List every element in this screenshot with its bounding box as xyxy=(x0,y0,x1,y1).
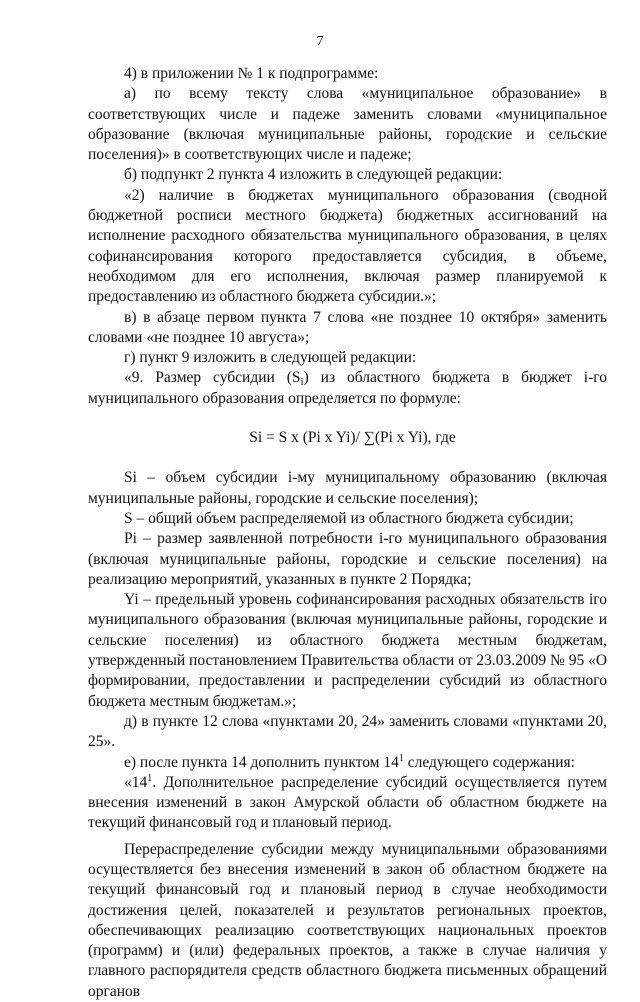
paragraph-subitem-a: а) по всему тексту слова «муниципальное образование» в соответствующих числе и падеже заменить словами «муниципальное образование (включая муниципальные районы, городские и сельские поселения)» в соответствующих числе и падеже; xyxy=(88,85,607,164)
paragraph-subitem-d: д) в пункте 12 слова «пунктами 20, 24» заменить словами «пунктами 20, 25». xyxy=(88,712,607,751)
paragraph-quote-9-part2: ) из областного бюджета в бюджет i-го муниципального образования определяется по формуле: xyxy=(88,369,608,407)
definition-yi: Yi – предельный уровень софинансирования расходных обязательств iго муниципального образования (включая муниципальные районы, городские и сельские поселения) из областного бюджета местным бюджетам, утвержденный постановлением Правительства области от 23.03.2009 № 95 «О формировании, предоставлении и распределении субсидий из областного бюджета местным бюджетам.»; xyxy=(88,591,608,710)
superscript-1: 1 xyxy=(398,752,404,764)
paragraph-subitem-e-part1: е) после пункта 14 дополнить пунктом 14 xyxy=(124,753,399,771)
definition-s: S – общий объем распределяемой из областного бюджета субсидии; xyxy=(124,509,574,527)
paragraph-quote-14-1-part2: . Дополнительное распределение субсидий осуществляется путем внесения изменений в закон Амурской области об областном бюджете на текущий финансовый год и плановый период. xyxy=(88,773,607,832)
paragraph-quote-14-1 xyxy=(88,773,607,834)
paragraph-quote-14-1-part1: «14 xyxy=(124,773,148,791)
subsidy-formula: Si = S x (Pi x Yi)/ ∑(Pi x Yi), где xyxy=(249,429,456,447)
paragraph-subitem-b: б) подпункт 2 пункта 4 изложить в следующей редакции: xyxy=(124,166,503,184)
page-number: 7 xyxy=(316,34,324,49)
subscript-i: i xyxy=(300,376,304,389)
paragraph-quote-9 xyxy=(88,368,607,409)
paragraph-redistribution: Перераспределение субсидии между муниципальными образованиями осуществляется без внесения изменений в закон об областном бюджете на текущий финансовый год и плановый период в случае необходимости достижения целей, показателей и результатов региональных проектов, обеспечивающих реализацию соответствующих национальных проектов (программ) и (или) федеральных проектов, а также в случае наличия у главного распорядителя средств областного бюджета письменных обращений органов xyxy=(88,840,607,1000)
paragraph-subitem-e xyxy=(88,753,607,773)
definition-pi: Pi – размер заявленной потребности i-го муниципального образования (включая муниципальные районы, городские и сельские поселения) на реализацию мероприятий, указанных в пункте 2 Порядка; xyxy=(88,530,607,588)
paragraph-subitem-g: г) пункт 9 изложить в следующей редакции: xyxy=(124,349,417,367)
superscript-1: 1 xyxy=(147,772,153,784)
document-body xyxy=(88,64,607,1002)
paragraph-quote-2: «2) наличие в бюджетах муниципального образования (сводной бюджетной росписи местного бюджета) бюджетных ассигнований на исполнение расходного обязательства муниципального образования, в целях софинансирования которого предоставляется субсидия, в объеме, необходимом для его исполнения, включая размер планируемой к предоставлению из областного бюджета субсидии.»; xyxy=(88,186,607,306)
paragraph-subitem-e-part2: следующего содержания: xyxy=(403,753,575,771)
paragraph-subitem-v: в) в абзаце первом пункта 7 слова «не позднее 10 октября» заменить словами «не позднее 10 августа»; xyxy=(88,308,607,346)
paragraph-item-4: 4) в приложении № 1 к подпрограмме: xyxy=(124,65,379,82)
paragraph-quote-9-part1: «9. Размер субсидии (S xyxy=(124,369,301,387)
definition-si: Si – объем субсидии i-му муниципальному образованию (включая муниципальные районы, городские и сельские поселения); xyxy=(88,469,607,507)
